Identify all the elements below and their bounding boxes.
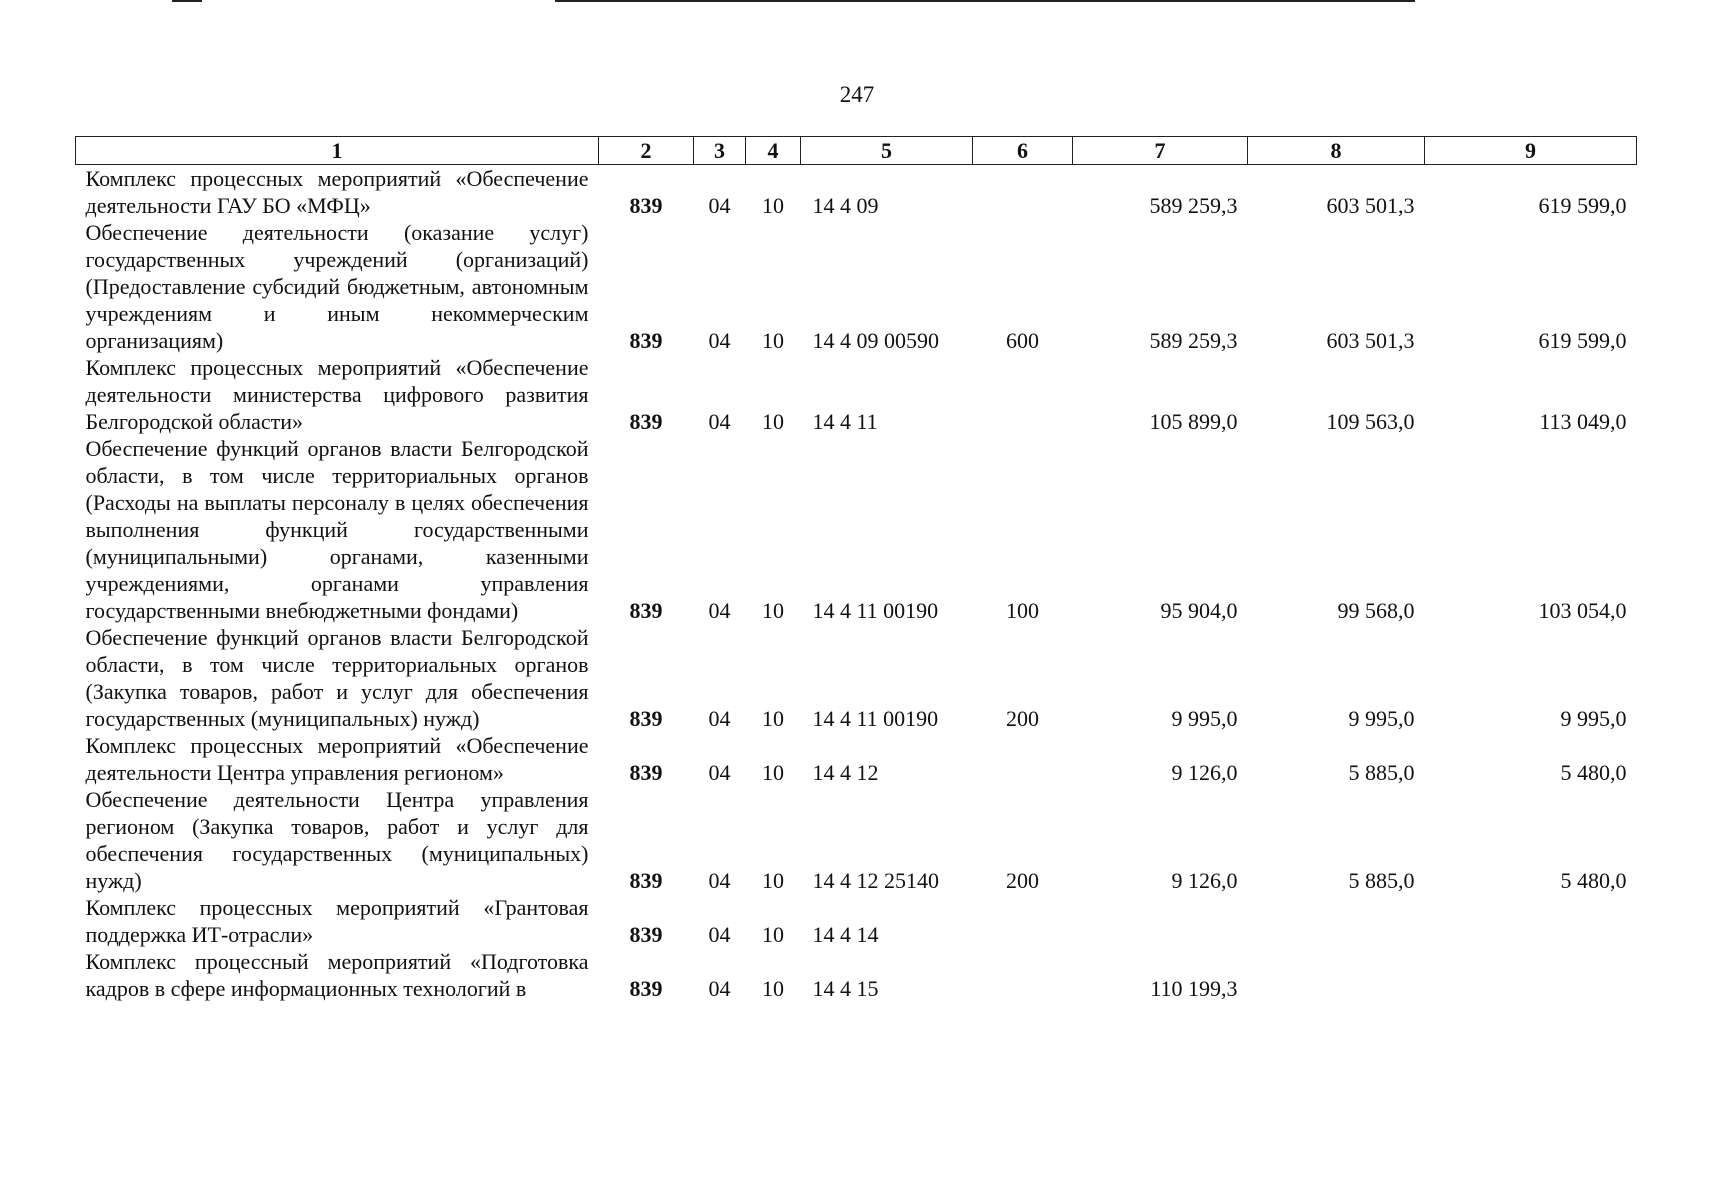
target-article-code: 14 4 11 bbox=[812, 409, 878, 434]
row-description: Комплекс процессный мероприятий «Подготовка кадров в сфере информационных технологий в bbox=[85, 949, 589, 1001]
amount-col9: 5 480,0 bbox=[1560, 760, 1627, 785]
amount-col9: 9 995,0 bbox=[1560, 706, 1627, 731]
table-row bbox=[76, 948, 1637, 1002]
table-row bbox=[76, 894, 1637, 948]
ministry-code: 839 bbox=[629, 706, 663, 731]
ministry-code: 839 bbox=[629, 598, 663, 623]
amount-col8 bbox=[1248, 948, 1425, 1002]
amount-col7 bbox=[1073, 894, 1248, 948]
section-code: 04 bbox=[708, 409, 731, 434]
section-code: 04 bbox=[708, 193, 731, 218]
subsection-code: 10 bbox=[762, 922, 784, 947]
column-header: 1 bbox=[76, 137, 599, 165]
amount-col8 bbox=[1248, 894, 1425, 948]
ministry-code: 839 bbox=[629, 328, 663, 353]
page-number: 247 bbox=[839, 82, 875, 107]
expense-type-code: 200 bbox=[1006, 868, 1039, 893]
column-header: 6 bbox=[973, 137, 1073, 165]
expense-type-code: 100 bbox=[1006, 598, 1039, 623]
ministry-code: 839 bbox=[629, 409, 663, 434]
target-article-code: 14 4 14 bbox=[812, 922, 879, 947]
ministry-code: 839 bbox=[629, 760, 663, 785]
subsection-code: 10 bbox=[762, 760, 784, 785]
ministry-code: 839 bbox=[629, 922, 663, 947]
amount-col8: 5 885,0 bbox=[1348, 760, 1415, 785]
expense-type-code: 600 bbox=[1006, 328, 1039, 353]
ministry-code: 839 bbox=[629, 868, 663, 893]
target-article-code: 14 4 12 25140 bbox=[812, 868, 939, 893]
table-row bbox=[76, 165, 1637, 220]
table-body bbox=[76, 165, 1637, 1003]
amount-col9: 619 599,0 bbox=[1538, 328, 1627, 353]
column-header: 3 bbox=[694, 137, 746, 165]
subsection-code: 10 bbox=[762, 868, 784, 893]
row-description: Комплекс процессных мероприятий «Обеспечение деятельности министерства цифрового развития Белгородской области» bbox=[85, 355, 589, 434]
amount-col9: 5 480,0 bbox=[1560, 868, 1627, 893]
amount-col7: 589 259,3 bbox=[1149, 328, 1238, 353]
column-header: 2 bbox=[599, 137, 694, 165]
row-description: Комплекс процессных мероприятий «Обеспечение деятельности Центра управления регионом» bbox=[85, 733, 589, 785]
column-header: 4 bbox=[746, 137, 801, 165]
amount-col9 bbox=[1425, 894, 1637, 948]
amount-col9 bbox=[1425, 948, 1637, 1002]
subsection-code: 10 bbox=[762, 409, 784, 434]
section-code: 04 bbox=[708, 868, 731, 893]
table-row bbox=[76, 354, 1637, 435]
expense-type-code bbox=[973, 894, 1073, 948]
subsection-code: 10 bbox=[762, 193, 784, 218]
top-rule-left bbox=[172, 0, 202, 2]
amount-col8: 5 885,0 bbox=[1348, 868, 1415, 893]
amount-col9: 619 599,0 bbox=[1538, 193, 1627, 218]
amount-col8: 109 563,0 bbox=[1326, 409, 1415, 434]
target-article-code: 14 4 12 bbox=[812, 760, 879, 785]
subsection-code: 10 bbox=[762, 598, 784, 623]
table-row bbox=[76, 624, 1637, 732]
ministry-code: 839 bbox=[629, 976, 663, 1001]
table-header bbox=[76, 137, 1637, 165]
target-article-code: 14 4 09 00590 bbox=[812, 328, 939, 353]
target-article-code: 14 4 09 bbox=[812, 193, 879, 218]
row-description: Обеспечение функций органов власти Белгородской области, в том числе территориальных органов (Расходы на выплаты персоналу в целях обеспечения выполнения функций государственными (муниципальными) органами, казенными учреждениями, органами управления государственными внебюджетными фондами) bbox=[85, 436, 589, 623]
section-code: 04 bbox=[708, 976, 731, 1001]
section-code: 04 bbox=[708, 328, 731, 353]
amount-col7: 9 126,0 bbox=[1171, 760, 1238, 785]
target-article-code: 14 4 15 bbox=[812, 976, 879, 1001]
amount-col8: 603 501,3 bbox=[1326, 328, 1415, 353]
row-description: Обеспечение функций органов власти Белгородской области, в том числе территориальных органов (Закупка товаров, работ и услуг для обеспечения государственных (муниципальных) нужд) bbox=[85, 625, 589, 731]
expense-type-code: 200 bbox=[1006, 706, 1039, 731]
amount-col7: 95 904,0 bbox=[1160, 598, 1238, 623]
row-description: Обеспечение деятельности (оказание услуг) государственных учреждений (организаций) (Предоставление субсидий бюджетным, автономным учреждениям и иным некоммерческим организациям) bbox=[85, 220, 589, 353]
amount-col7: 9 995,0 bbox=[1171, 706, 1238, 731]
expense-type-code bbox=[973, 354, 1073, 435]
table-row bbox=[76, 219, 1637, 354]
column-header: 8 bbox=[1248, 137, 1425, 165]
subsection-code: 10 bbox=[762, 706, 784, 731]
header-row bbox=[76, 137, 1637, 165]
top-rule-right bbox=[555, 0, 1415, 2]
target-article-code: 14 4 11 00190 bbox=[812, 598, 939, 623]
section-code: 04 bbox=[708, 922, 731, 947]
row-description: Обеспечение деятельности Центра управления регионом (Закупка товаров, работ и услуг для обеспечения государственных (муниципальных) нужд) bbox=[85, 787, 589, 893]
subsection-code: 10 bbox=[762, 328, 784, 353]
amount-col7: 589 259,3 bbox=[1149, 193, 1238, 218]
section-code: 04 bbox=[708, 598, 731, 623]
table-row bbox=[76, 786, 1637, 894]
ministry-code: 839 bbox=[629, 193, 663, 218]
row-description: Комплекс процессных мероприятий «Обеспечение деятельности ГАУ БО «МФЦ» bbox=[85, 166, 589, 218]
row-description: Комплекс процессных мероприятий «Грантовая поддержка ИТ-отрасли» bbox=[85, 895, 589, 947]
target-article-code: 14 4 11 00190 bbox=[812, 706, 939, 731]
amount-col7: 9 126,0 bbox=[1171, 868, 1238, 893]
table-row bbox=[76, 732, 1637, 786]
amount-col9: 113 049,0 bbox=[1539, 409, 1627, 434]
section-code: 04 bbox=[708, 760, 731, 785]
amount-col8: 9 995,0 bbox=[1348, 706, 1415, 731]
amount-col7: 110 199,3 bbox=[1150, 976, 1238, 1001]
section-code: 04 bbox=[708, 706, 731, 731]
column-header: 9 bbox=[1425, 137, 1637, 165]
amount-col7: 105 899,0 bbox=[1149, 409, 1238, 434]
expense-type-code bbox=[973, 948, 1073, 1002]
column-header: 5 bbox=[801, 137, 973, 165]
amount-col9: 103 054,0 bbox=[1538, 598, 1627, 623]
amount-col8: 99 568,0 bbox=[1337, 598, 1415, 623]
amount-col8: 603 501,3 bbox=[1326, 193, 1415, 218]
expense-type-code bbox=[973, 732, 1073, 786]
budget-table bbox=[75, 136, 1637, 1002]
column-header: 7 bbox=[1073, 137, 1248, 165]
subsection-code: 10 bbox=[762, 976, 784, 1001]
table-row bbox=[76, 435, 1637, 624]
expense-type-code bbox=[973, 165, 1073, 220]
